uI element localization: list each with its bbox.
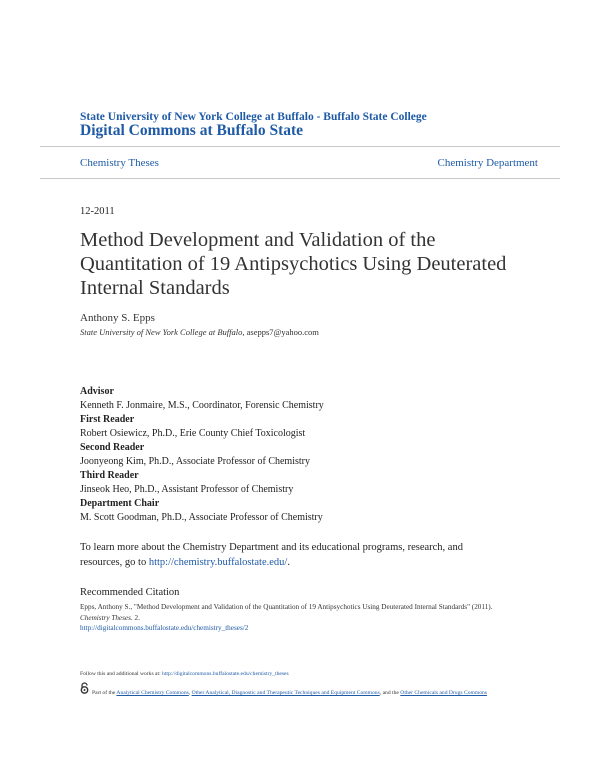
committee-list [80,385,520,525]
top-divider [40,146,560,147]
committee-person: Jinseok Heo, Ph.D., Assistant Professor of Chemistry [80,484,294,495]
committee-person: Joonyeong Kim, Ph.D., Associate Professor of Chemistry [80,456,310,467]
other-chemicals-commons-link[interactable]: Other Chemicals and Drugs Commons [400,690,487,696]
committee-role: Second Reader [80,442,145,453]
part-of-line: Part of the Analytical Chemistry Commons, Other Analytical, Diagnostic and Therapeutic Techniques and Equipment Commons, and the Other Chemicals and Drugs Commons [92,690,487,696]
citation-url[interactable]: http://digitalcommons.buffalostate.edu/chemistry_theses/2 [80,624,249,632]
committee-person: Robert Osiewicz, Ph.D., Erie County Chief Toxicologist [80,428,306,439]
citation-series: Chemistry Theses [80,613,131,622]
committee-person: Kenneth F. Jonmaire, M.S., Coordinator, Forensic Chemistry [80,400,324,411]
open-access-icon [79,682,90,694]
paper-title: Method Development and Validation of the Quantitation of 19 Antipsychotics Using Deuterated Internal Standards [80,229,507,299]
learn-more-paragraph [80,540,500,570]
citation-body [80,602,510,634]
follow-link[interactable]: http://digitalcommons.buffalostate.edu/chemistry_theses [162,671,289,677]
citation-heading: Recommended Citation [80,587,180,598]
repository-title[interactable]: Digital Commons at Buffalo State [80,122,304,139]
citation-text: Epps, Anthony S., "Method Development and Validation of the Quantitation of 19 Antipsychotics Using Deuterated Internal Standards" (2011). [80,603,493,611]
other-analytical-commons-link[interactable]: Other Analytical, Diagnostic and Therapeutic Techniques and Equipment Commons [191,690,380,696]
affiliation-institution: State University of New York College at Buffalo [80,327,243,337]
department-website-link[interactable]: http://chemistry.buffalostate.edu/ [148,557,288,568]
nav-divider [40,178,560,179]
learn-more-text: To learn more about the Chemistry Department and its educational programs, research, and resources, go to [80,542,463,568]
analytical-chemistry-commons-link[interactable]: Analytical Chemistry Commons [116,690,189,696]
committee-role: Advisor [80,386,114,397]
author-email: asepps7@yahoo.com [246,327,319,337]
committee-role: Third Reader [80,470,139,481]
and-label: , and the [379,690,399,696]
publication-date: 12-2011 [80,206,115,217]
follow-label: Follow this and additional works at: [80,671,161,677]
author-affiliation: State University of New York College at Buffalo, asepps7@yahoo.com [80,327,319,337]
committee-person: M. Scott Goodman, Ph.D., Associate Professor of Chemistry [80,512,323,523]
learn-more-suffix: . [287,557,290,568]
citation-number: . 2. [130,613,140,622]
collection-link[interactable]: Chemistry Theses [80,157,159,169]
committee-role: Department Chair [80,498,160,509]
part-of-label: Part of the [92,690,116,696]
follow-line [80,671,289,677]
committee-role: First Reader [80,414,135,425]
institution-name: State University of New York College at Buffalo - Buffalo State College [80,111,427,123]
department-link[interactable]: Chemistry Department [437,157,538,169]
author-name: Anthony S. Epps [80,312,155,324]
